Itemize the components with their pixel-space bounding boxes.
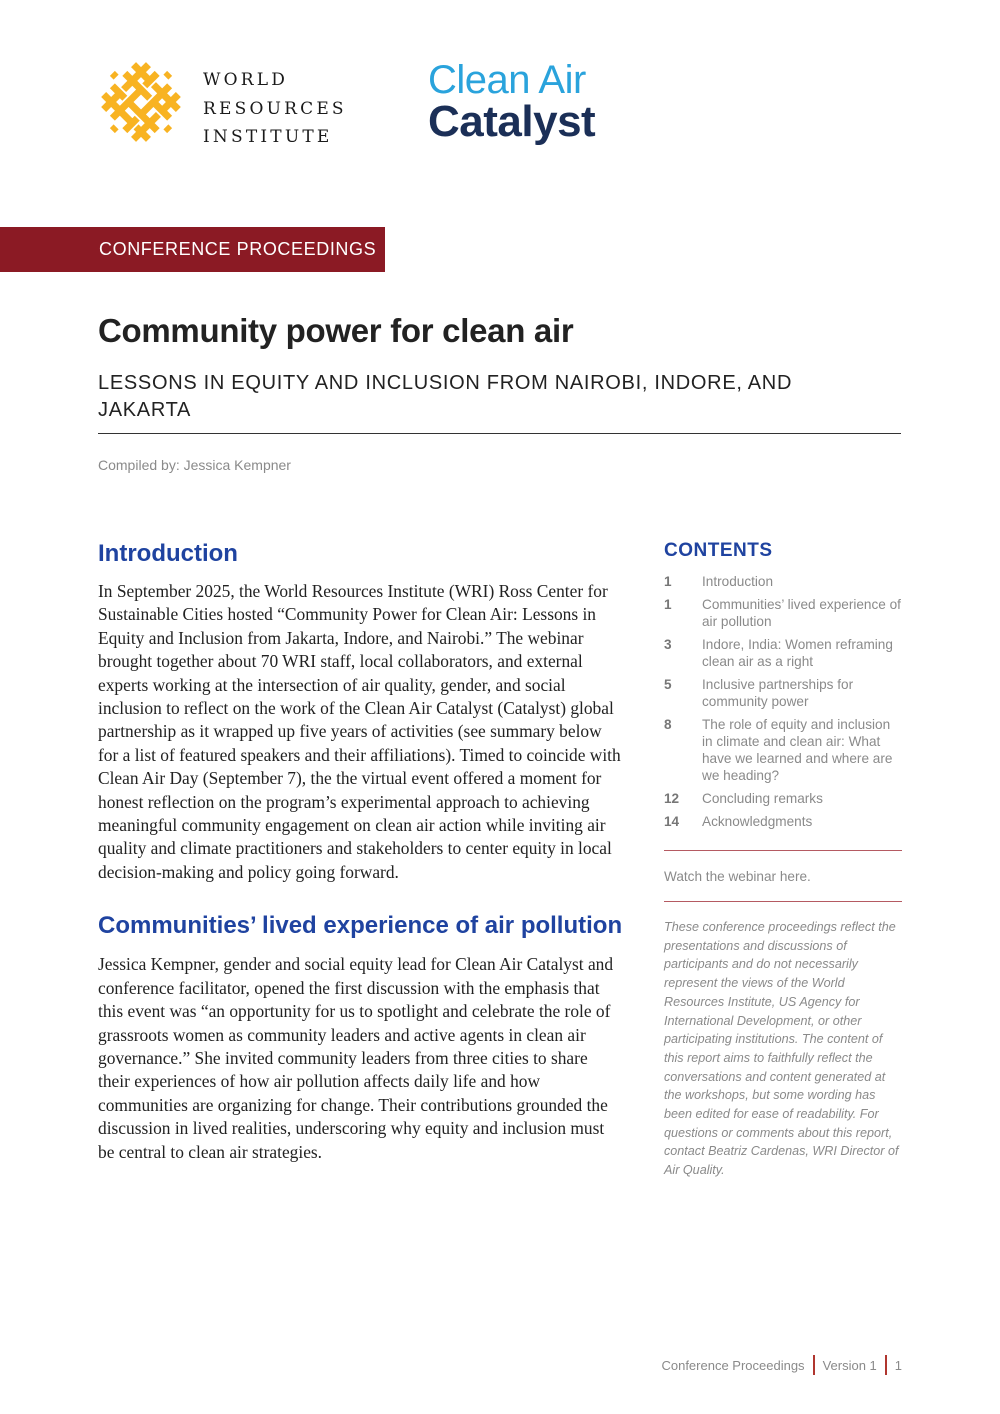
contents-title: CONTENTS: [664, 540, 773, 561]
section-heading: Introduction: [98, 540, 238, 567]
toc-item[interactable]: [664, 676, 902, 710]
section-body: Jessica Kempner, gender and social equity lead for Clean Air Catalyst and conference facilitator, opened the first discussion with the emphasis that this event was “an opportunity for us to spotlight and celebrate the role of grassroots women as community leaders and active agents in clean air governance.” She invited community leaders from three cities to share their experiences of how air pollution affects daily life and how communities are organizing for change. Their contributions grounded the discussion in lived realities, underscoring why equity and inclusion must be central to clean air strategies.: [98, 954, 614, 1162]
wri-logo: [97, 58, 347, 148]
footer-version: Version 1: [822, 1357, 877, 1373]
wri-line-3: INSTITUTE: [203, 127, 333, 147]
page-title: Community power for clean air: [98, 312, 574, 349]
wri-line-2: RESOURCES: [203, 98, 347, 119]
wri-wordmark: [203, 66, 347, 152]
document-type-banner: [0, 227, 385, 272]
toc-item[interactable]: [664, 716, 902, 784]
toc-label: Introduction: [702, 574, 774, 589]
toc-page-number: 14: [664, 814, 680, 829]
footer-page-number: 1: [894, 1357, 902, 1373]
sidebar-divider: [664, 850, 902, 851]
wri-weave-icon: [97, 58, 185, 146]
toc-label: Communities’ lived experience of air pollution: [702, 597, 901, 629]
clean-air-catalyst-logo: [428, 60, 595, 144]
toc-label: Acknowledgments: [702, 814, 813, 829]
toc-item[interactable]: [664, 573, 902, 590]
toc-item[interactable]: [664, 813, 902, 830]
toc-label: The role of equity and inclusion in climate and clean air: What have we learned and where are we heading?: [702, 717, 893, 783]
toc-page-number: 1: [664, 597, 672, 612]
watch-webinar-link[interactable]: Watch the webinar here.: [664, 869, 811, 884]
toc-page-number: 8: [664, 717, 672, 732]
cac-logo-top: Clean Air: [428, 58, 586, 102]
toc-label: Concluding remarks: [702, 791, 823, 806]
page-footer: [661, 1355, 902, 1375]
compiled-by: Compiled by: Jessica Kempner: [98, 457, 291, 473]
sidebar: [664, 540, 902, 1192]
page-subtitle: LESSONS IN EQUITY AND INCLUSION FROM NAIROBI, INDORE, AND JAKARTA: [98, 372, 793, 421]
toc-page-number: 12: [664, 791, 680, 806]
toc-page-number: 5: [664, 677, 672, 692]
cac-logo-bottom: Catalyst: [428, 97, 596, 146]
toc-item[interactable]: [664, 596, 902, 630]
toc-item[interactable]: [664, 790, 902, 807]
banner-label: CONFERENCE PROCEEDINGS: [99, 239, 377, 259]
toc-page-number: 3: [664, 637, 672, 652]
section-heading: Communities’ lived experience of air pollution: [98, 912, 623, 940]
toc-label: Indore, India: Women reframing clean air as a right: [702, 637, 893, 669]
footer-doc-type: Conference Proceedings: [661, 1357, 805, 1373]
toc-page-number: 1: [664, 574, 672, 589]
table-of-contents: [664, 573, 902, 830]
footer-separator: [813, 1355, 815, 1375]
section-lived-experience: [98, 911, 623, 1164]
disclaimer-text: These conference proceedings reflect the presentations and discussions of participants and do not necessarily represent the views of the World Resources Institute, US Agency for International Development, or other participating institutions. The content of this report aims to faithfully reflect the conversations and content generated at the workshops, but some wording has been edited for ease of readability. For questions or comments about this report, contact Beatriz Cardenas, WRI Director of Air Quality.: [664, 920, 899, 1178]
title-divider: [98, 433, 901, 434]
footer-separator: [885, 1355, 887, 1375]
section-introduction: [98, 539, 623, 884]
main-column: [98, 538, 623, 1164]
wri-line-1: WORLD: [203, 70, 289, 90]
toc-item[interactable]: [664, 636, 902, 670]
section-body: In September 2025, the World Resources Institute (WRI) Ross Center for Sustainable Cities hosted “Community Power for Clean Air: Lessons in Equity and Inclusion from Jakarta, Indore, and Nairobi.” The webinar brought together about 70 WRI staff, local collaborators, and external experts working at the intersection of air quality, gender, and social inclusion to reflect on the work of the Clean Air Catalyst (Catalyst) global partnership as it wrapped up five years of activities (see summary below for a list of featured speakers and their affiliations). Timed to coincide with Clean Air Day (September 7), the the virtual event offered a moment for honest reflection on the program’s experimental approach to achieving meaningful community engagement on clean air action while inviting air quality and climate practitioners and stakeholders to center equity in local decision-making and policy going forward.: [98, 581, 621, 882]
sidebar-divider: [664, 901, 902, 902]
toc-label: Inclusive partnerships for community power: [702, 677, 854, 709]
